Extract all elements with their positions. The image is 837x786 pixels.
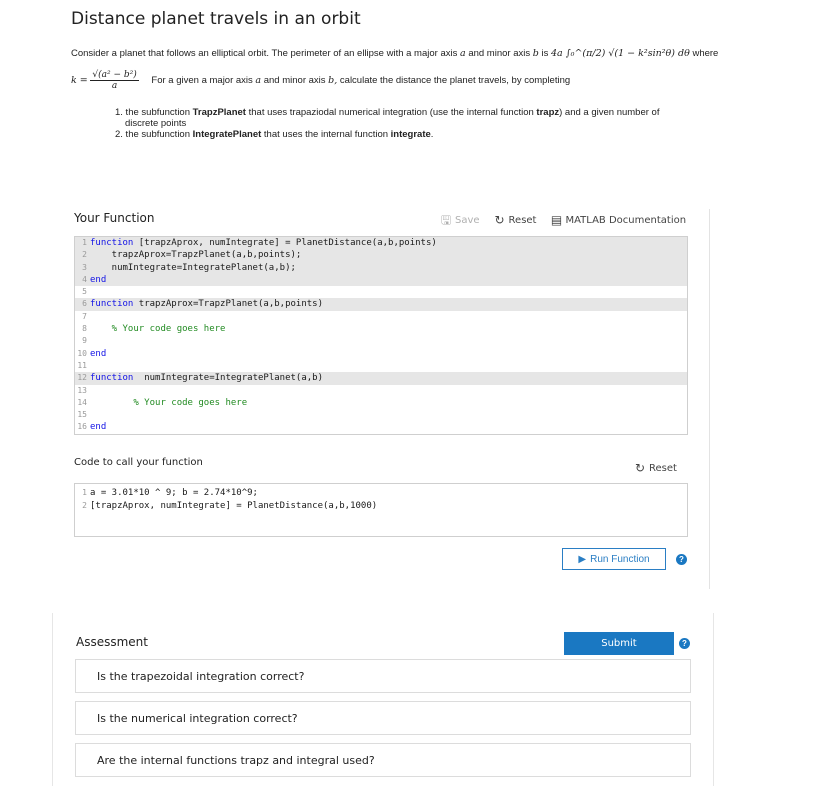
code-text: [trapzAprox, numIntegrate] = PlanetDistance(a,b,1000) [90, 500, 378, 511]
reset-button[interactable]: ↻ Reset [494, 213, 537, 227]
line-number: 10 [77, 348, 87, 358]
line-number: 8 [82, 324, 87, 334]
code-line [75, 372, 687, 384]
line-number: 2 [82, 500, 87, 510]
book-icon: ▤ [550, 213, 563, 227]
call-code-heading: Code to call your function [74, 457, 203, 468]
problem-k-line: k = $\frac{\text{√(a² − b²)}}{a}$ For a given a major axis a and minor axis b, calculate the distance the planet travels, by completing [71, 70, 571, 91]
save-button[interactable]: 🖫 Save [440, 213, 480, 227]
code-keyword: end [90, 274, 107, 285]
assessment-item: Is the numerical integration correct? [75, 701, 691, 735]
task-item: 1. the subfunction TrapzPlanet that uses trapaziodal numerical integration (use the internal function trapz) and a given number of [115, 107, 660, 118]
code-comment: % Your code goes here [90, 324, 226, 335]
save-icon: 🖫 [440, 213, 452, 227]
code-text: trapzAprox=TrapzPlanet(a,b,points) [133, 299, 324, 310]
line-number: 14 [77, 397, 87, 407]
code-keyword: function [90, 238, 134, 248]
code-text: trapzAprox=TrapzPlanet(a,b,points); [90, 250, 302, 261]
assessment-heading: Assessment [76, 635, 148, 649]
task-list [115, 107, 659, 140]
line-number: 1 [82, 488, 87, 497]
code-line [75, 500, 687, 513]
k-fraction: $\frac{\text{√(a² − b²)}}{a}$ [92, 70, 137, 91]
line-number: 7 [82, 311, 87, 321]
code-line [75, 397, 687, 409]
line-number: 6 [82, 299, 87, 309]
line-number: 12 [77, 373, 87, 383]
code-line [75, 409, 687, 421]
code-line [75, 311, 687, 323]
matlab-documentation-link[interactable]: ▤ MATLAB Documentation [550, 213, 687, 227]
line-number: 9 [82, 336, 87, 346]
page-title: Distance planet travels in an orbit [71, 9, 361, 29]
code-text: numIntegrate=IntegratePlanet(a,b) [133, 373, 324, 384]
code-line [75, 262, 687, 274]
play-icon: ▶ [578, 553, 587, 565]
your-function-heading: Your Function [74, 211, 155, 225]
problem-intro-line: Consider a planet that follows an elliptical orbit. The perimeter of an ellipse with a major axis a and minor axis b is 4a ∫₀^(π/2) √(1 − k²sin²θ) dθ where [71, 48, 719, 59]
help-icon[interactable]: ? [676, 554, 687, 565]
assessment-item: Is the trapezoidal integration correct? [75, 659, 691, 693]
task-item: 2. the subfunction IntegratePlanet that uses the internal function integrate. [115, 129, 434, 140]
line-number: 1 [82, 238, 87, 247]
call-reset-button[interactable]: ↻ Reset [634, 461, 677, 475]
editor-toolbar [440, 214, 686, 226]
code-line [75, 487, 687, 500]
line-number: 16 [77, 422, 87, 432]
code-line [75, 421, 687, 433]
submit-button[interactable]: Submit [564, 632, 674, 655]
code-line [75, 298, 687, 310]
line-number: 15 [77, 410, 87, 420]
code-line [75, 360, 687, 372]
perimeter-formula: 4a ∫₀^(π/2) √(1 − k²sin²θ) dθ [550, 48, 690, 59]
code-line [75, 286, 687, 298]
function-code-editor[interactable] [74, 236, 688, 435]
run-function-button[interactable]: ▶ Run Function [562, 548, 666, 570]
help-icon[interactable]: ? [679, 638, 690, 649]
line-number: 11 [77, 360, 87, 370]
code-line [75, 249, 687, 261]
code-line [75, 237, 687, 249]
reset-icon: ↻ [494, 213, 505, 227]
code-line [75, 274, 687, 286]
reset-icon: ↻ [634, 461, 646, 475]
code-text: numIntegrate=IntegratePlanet(a,b); [90, 262, 296, 273]
line-number: 4 [82, 274, 87, 284]
code-text: a = 3.01*10 ^ 9; b = 2.74*10^9; [90, 488, 258, 498]
line-number: 2 [82, 250, 87, 260]
code-line [75, 348, 687, 360]
call-code-editor[interactable] [74, 483, 688, 537]
code-line [75, 323, 687, 335]
line-number: 5 [82, 287, 87, 297]
code-keyword: function [90, 373, 134, 384]
task-item-continuation: discrete points [125, 118, 187, 129]
code-line [75, 385, 687, 397]
code-line [75, 335, 687, 347]
code-text: [trapzAprox, numIntegrate] = PlanetDistance(a,b,points) [133, 238, 437, 248]
line-number: 13 [77, 385, 87, 395]
code-keyword: end [90, 348, 107, 359]
code-keyword: end [90, 422, 107, 433]
assessment-item: Are the internal functions trapz and integral used? [75, 743, 691, 777]
code-keyword: function [90, 299, 134, 310]
code-comment: % Your code goes here [90, 397, 248, 408]
line-number: 3 [82, 262, 87, 272]
